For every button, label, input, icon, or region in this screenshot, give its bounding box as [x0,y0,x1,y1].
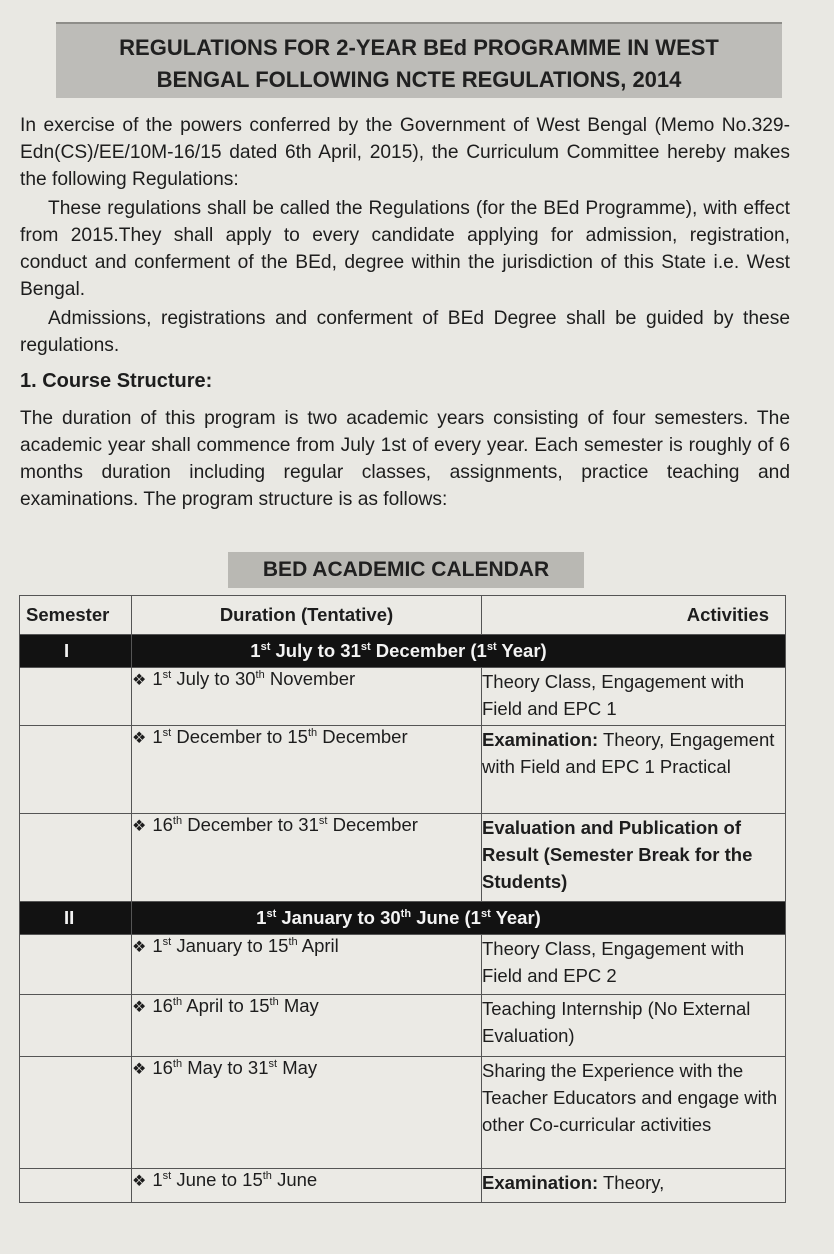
semester-band-row [20,635,786,668]
semester-cell-empty [20,1169,132,1203]
semester-cell-empty [20,668,132,726]
semester-cell-empty [20,935,132,995]
duration-cell: ❖ 1st July to 30th November [132,668,482,726]
duration-cell: ❖ 16th December to 31st December [132,814,482,902]
diamond-bullet-icon: ❖ [132,730,147,747]
diamond-bullet-icon: ❖ [132,999,147,1016]
semester-label: II [20,902,132,935]
duration-cell: ❖ 16th May to 31st May [132,1057,482,1169]
semester-date-range: 1st January to 30th June (1st Year) [132,902,786,935]
activity-cell: Sharing the Experience with the Teacher Educators and engage with other Co-curricular activities [482,1057,786,1169]
diamond-bullet-icon: ❖ [132,1061,147,1078]
semester-cell-empty [20,995,132,1057]
section-heading-course-structure: 1. Course Structure: [20,370,213,392]
activity-cell: Examination: Theory, [482,1169,786,1203]
table-header-row [20,596,786,635]
table-row [20,1057,786,1169]
diamond-bullet-icon: ❖ [132,818,147,835]
table-row [20,1169,786,1203]
semester-label: I [20,635,132,668]
table-row [20,726,786,814]
course-structure-text: The duration of this program is two academic years consisting of four semesters. The academic year shall commence from July 1st of every year. Each semester is roughly of 6 months duration including regular classes, assignments, practice teaching and examinations. The program structure is as follows: [20,408,790,510]
intro-paragraph-2: These regulations shall be called the Regulations (for the BEd Programme), with effect from 2015.They shall apply to every candidate applying for admission, registration, conduct and conferment of the BEd, degree within the jurisdiction of this State i.e. West Bengal. [20,198,790,300]
header-duration: Duration (Tentative) [132,596,482,635]
semester-cell-empty [20,814,132,902]
header-activities: Activities [482,596,786,635]
activity-cell: Examination: Theory, Engagement with Field and EPC 1 Practical [482,726,786,814]
calendar-title: BED ACADEMIC CALENDAR [228,552,584,588]
title-line-2: BENGAL FOLLOWING NCTE REGULATIONS, 2014 [156,67,682,92]
header-semester: Semester [20,596,132,635]
intro-paragraph-3: Admissions, registrations and conferment of BEd Degree shall be guided by these regulations. [20,308,790,356]
semester-cell-empty [20,1057,132,1169]
duration-cell: ❖ 1st June to 15th June [132,1169,482,1203]
regulations-title-box [56,22,782,98]
activity-cell: Theory Class, Engagement with Field and EPC 2 [482,935,786,995]
table-row [20,814,786,902]
diamond-bullet-icon: ❖ [132,672,147,689]
duration-cell: ❖ 1st December to 15th December [132,726,482,814]
diamond-bullet-icon: ❖ [132,1173,147,1190]
duration-cell: ❖ 16th April to 15th May [132,995,482,1057]
diamond-bullet-icon: ❖ [132,939,147,956]
table-row [20,935,786,995]
semester-cell-empty [20,726,132,814]
intro-paragraph-1: In exercise of the powers conferred by the Government of West Bengal (Memo No.329-Edn(CS)/EE/10M-16/15 dated 6th April, 2015), the Curriculum Committee hereby makes the following Regulations: [20,115,790,190]
table-row [20,668,786,726]
table-row [20,995,786,1057]
duration-cell: ❖ 1st January to 15th April [132,935,482,995]
semester-band-row [20,902,786,935]
activity-cell: Theory Class, Engagement with Field and EPC 1 [482,668,786,726]
activity-cell: Evaluation and Publication of Result (Semester Break for the Students) [482,814,786,902]
activity-cell: Teaching Internship (No External Evaluation) [482,995,786,1057]
semester-date-range: 1st July to 31st December (1st Year) [132,635,786,668]
academic-calendar-table [19,595,786,1203]
title-line-1: REGULATIONS FOR 2-YEAR BEd PROGRAMME IN WEST [119,35,719,60]
